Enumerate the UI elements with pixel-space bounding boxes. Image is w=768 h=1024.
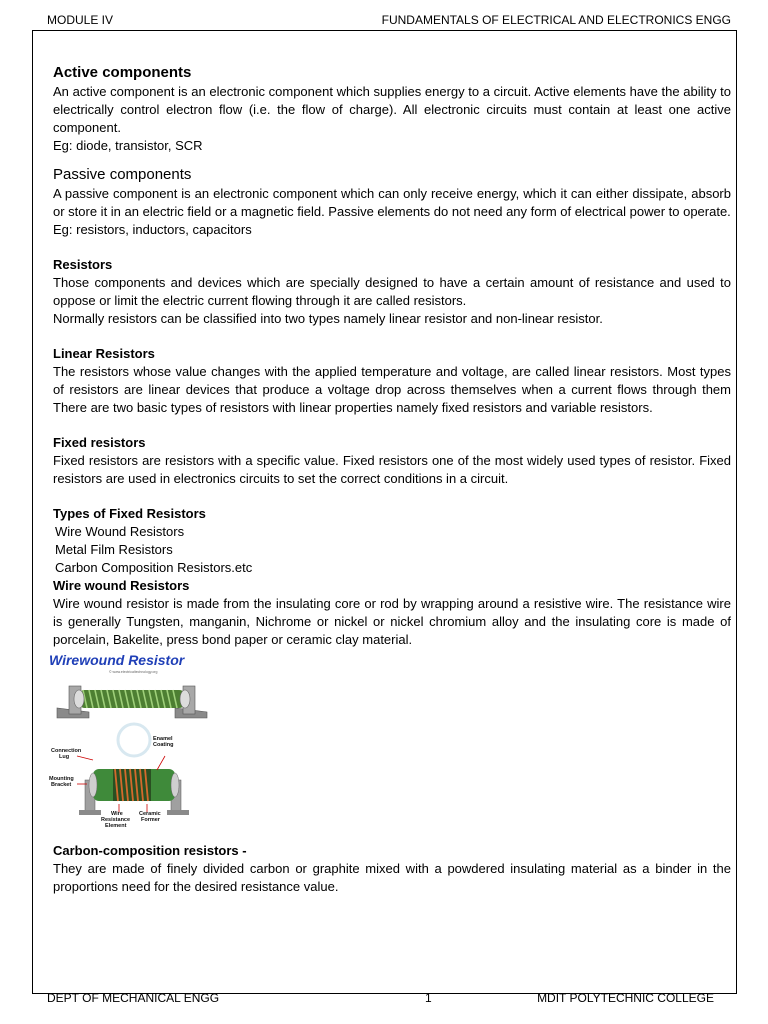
top-resistor-illustration <box>57 686 207 718</box>
linear-title: Linear Resistors <box>53 346 155 361</box>
label-wire-element: Wire Resistance Element <box>101 811 131 829</box>
label-enamel-coating: Enamel Coating <box>153 736 174 748</box>
header-module: MODULE IV <box>47 13 114 27</box>
footer-page-number: 1 <box>425 991 432 1005</box>
label-ceramic-former: Ceramic Former <box>139 811 161 823</box>
wirewound-body: Wire wound resistor is made from the insulating core or rod by wrapping around a resistive wire. The resistance wire is generally Tungsten, manganin, Nichrome or nickel or nickel chromium alloy and the insulating core is made of porcelain, Bakelite, press bond paper or ceramic clay material. <box>53 596 731 647</box>
linear-body: The resistors whose value changes with the applied temperature and voltage, are called linear resistors. Most types of resistors are linear devices that produce a voltage drop across themselves when a current flows through them There are two basic types of resistors with linear properties namely fixed resistors and variable resistors. <box>53 364 731 415</box>
figure-title: Wirewound Resistor <box>49 652 185 668</box>
types-title: Types of Fixed Resistors <box>53 506 206 521</box>
active-title: Active components <box>53 64 192 81</box>
cutaway-resistor-illustration <box>79 769 189 815</box>
carbon-title: Carbon-composition resistors - <box>53 843 247 858</box>
active-body: An active component is an electronic component which supplies energy to a circuit. Active elements have the ability to electrically control electron flow (i.e. the flow of charge). All electronic circuits must contain at least one active component. <box>53 84 731 135</box>
figure-url: © www.electricaltechnology.org <box>109 670 158 674</box>
resistors-title: Resistors <box>53 257 113 272</box>
wirewound-resistor-image <box>49 652 215 830</box>
passive-example: Eg: resistors, inductors, capacitors <box>53 222 252 237</box>
list-item: Carbon Composition Resistors.etc <box>55 560 253 575</box>
types-list <box>53 523 731 577</box>
label-connection-lug: Connection Lug <box>51 748 82 760</box>
wirewound-resistor-figure <box>49 652 215 830</box>
carbon-body: They are made of finely divided carbon or graphite mixed with a powdered insulating material as a binder in the proportions need for the desired resistance value. <box>53 861 731 894</box>
active-example: Eg: diode, transistor, SCR <box>53 138 203 153</box>
passive-title: Passive components <box>53 166 192 183</box>
fixed-body: Fixed resistors are resistors with a specific value. Fixed resistors one of the most widely used types of resistor. Fixed resistors are used in electronics circuits to set the correct conditions in a circuit. <box>53 453 731 486</box>
resistors-body-2: Normally resistors can be classified into two types namely linear resistor and non-linear resistor. <box>53 311 603 326</box>
list-item: Metal Film Resistors <box>55 542 173 557</box>
footer-college: MDIT POLYTECHNIC COLLEGE <box>537 991 714 1005</box>
page-content <box>49 63 731 896</box>
label-mounting-bracket: Mounting Bracket <box>49 776 74 788</box>
wirewound-title: Wire wound Resistors <box>53 578 190 593</box>
passive-body: A passive component is an electronic component which can only receive energy, which it can either dissipate, absorb or store it in an electric field or a magnetic field. Passive elements do not need any form of electrical power to operate. <box>53 186 731 219</box>
resistors-body: Those components and devices which are specially designed to have a certain amount of resistance and used to oppose or limit the electric current flowing through it are called resistors. <box>53 275 731 308</box>
fixed-title: Fixed resistors <box>53 435 146 450</box>
footer-dept: DEPT OF MECHANICAL ENGG <box>47 991 220 1005</box>
list-item: Wire Wound Resistors <box>55 524 185 539</box>
header-subject: FUNDAMENTALS OF ELECTRICAL AND ELECTRONICS ENGG <box>381 13 731 27</box>
